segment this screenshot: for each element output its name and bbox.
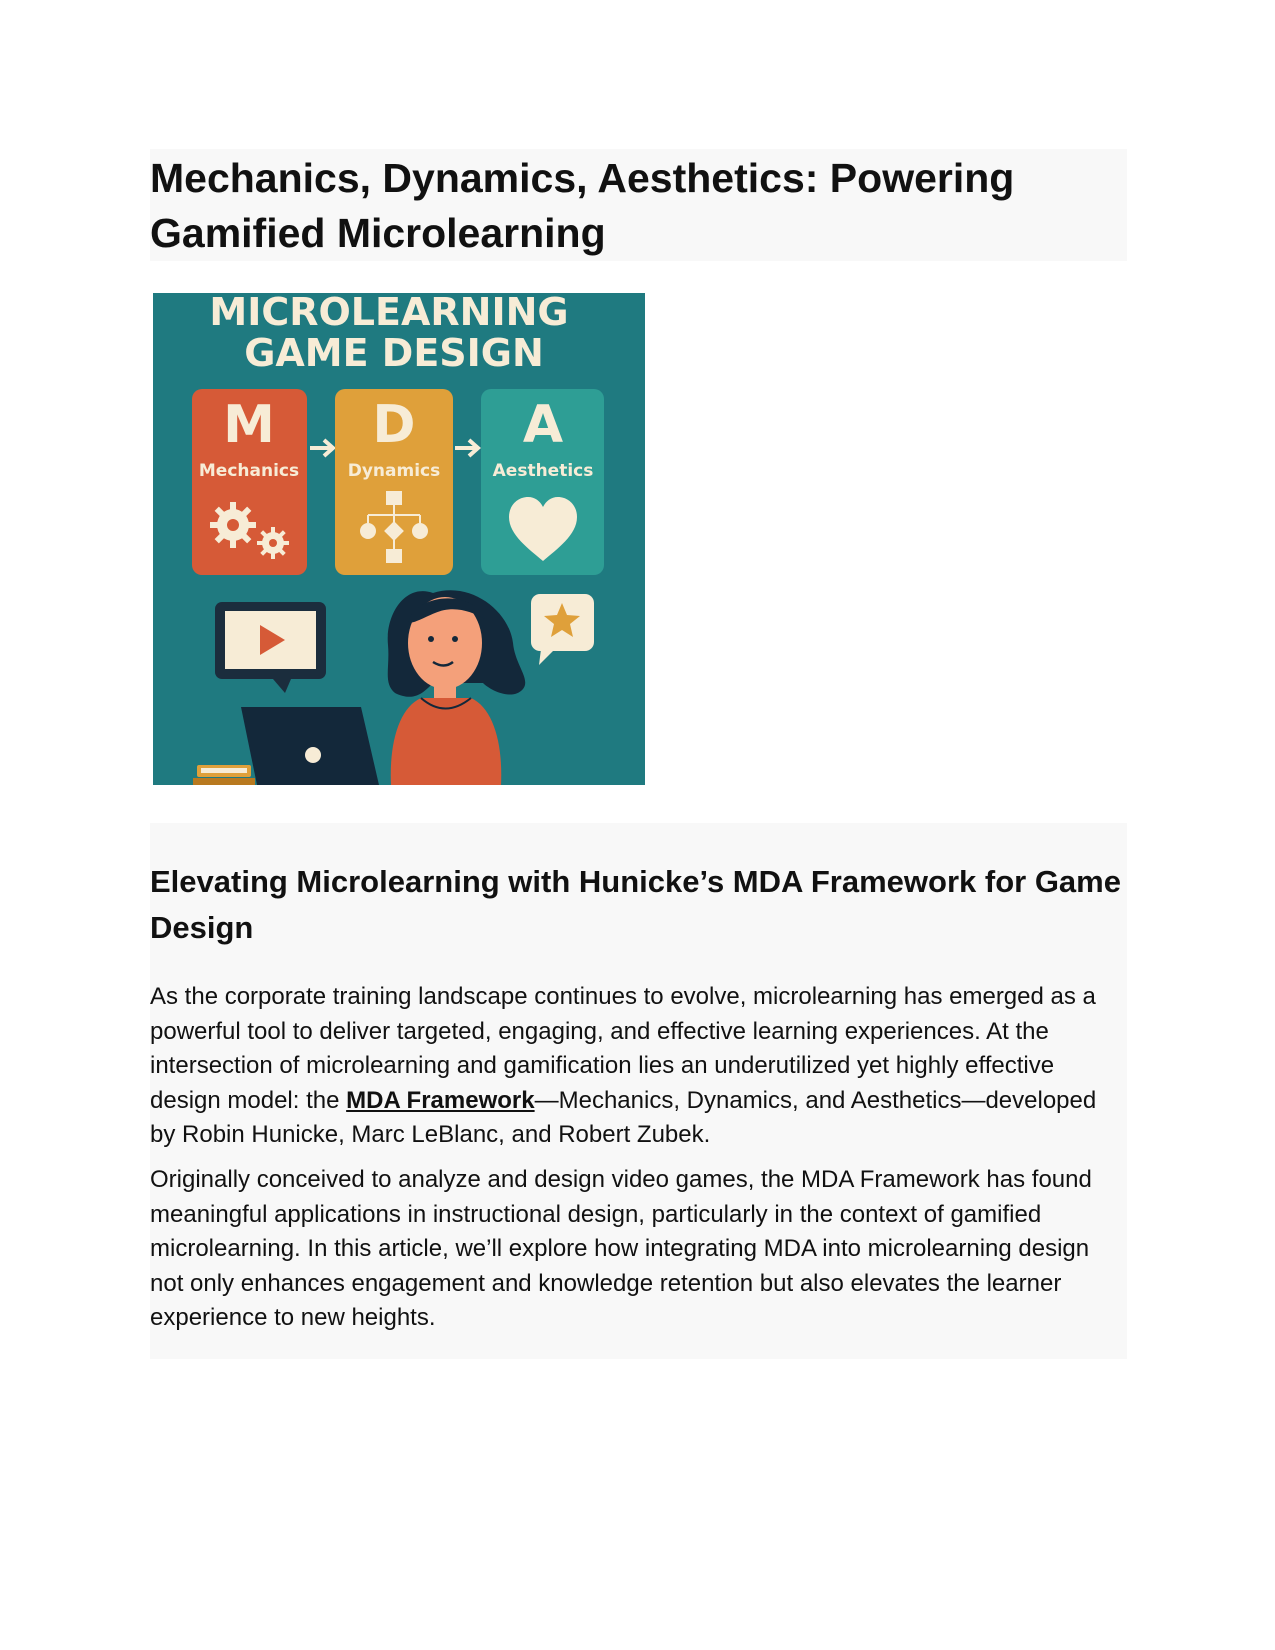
aesthetics-letter: A — [522, 395, 564, 455]
hero-heading-line2: GAME DESIGN — [244, 331, 544, 375]
title-block — [150, 149, 1127, 261]
dynamics-letter: D — [372, 395, 416, 455]
hero-heading-line1: MICROLEARNING — [209, 293, 569, 334]
mechanics-card — [192, 389, 307, 575]
hero-image — [153, 293, 645, 785]
laptop-icon — [241, 707, 379, 785]
paragraph-1-text-before-link: As the corporate training landscape continues to evolve, microlearning has emerged as a powerful tool to deliver targeted, engaging, and effective learning experiences. At the intersection of microlearning and gamification lies an underutilized yet highly effective design model: the — [150, 983, 1096, 1114]
dynamics-card — [335, 389, 453, 575]
mda-framework-link[interactable]: MDA Framework — [346, 1086, 535, 1114]
article-section — [150, 823, 1127, 1359]
article-paragraph-2: Originally conceived to analyze and design video games, the MDA Framework has found meaningful applications in instructional design, particularly in the context of gamified microlearning. In this article, we’ll explore how integrating MDA into microlearning design not only enhances engagement and knowledge retention but also elevates the learner experience to new heights. — [150, 1166, 1092, 1331]
article-paragraph-1 — [150, 980, 1127, 1153]
paragraph-1-text-after-link: —Mechanics, Dynamics, and Aesthetics—developed by Robin Hunicke, Marc LeBlanc, and Robert Zubek. — [150, 1086, 1097, 1148]
books-icon — [193, 765, 255, 785]
dynamics-label: Dynamics — [347, 461, 441, 481]
aesthetics-label: Aesthetics — [492, 461, 594, 481]
aesthetics-card — [481, 389, 604, 575]
page-title: Mechanics, Dynamics, Aesthetics: Powering Gamified Microlearning — [150, 155, 1015, 256]
article-subheading: Elevating Microlearning with Hunicke’s MDA Framework for Game Design — [150, 864, 1121, 945]
mechanics-letter: M — [223, 395, 275, 455]
mechanics-label: Mechanics — [198, 461, 300, 481]
